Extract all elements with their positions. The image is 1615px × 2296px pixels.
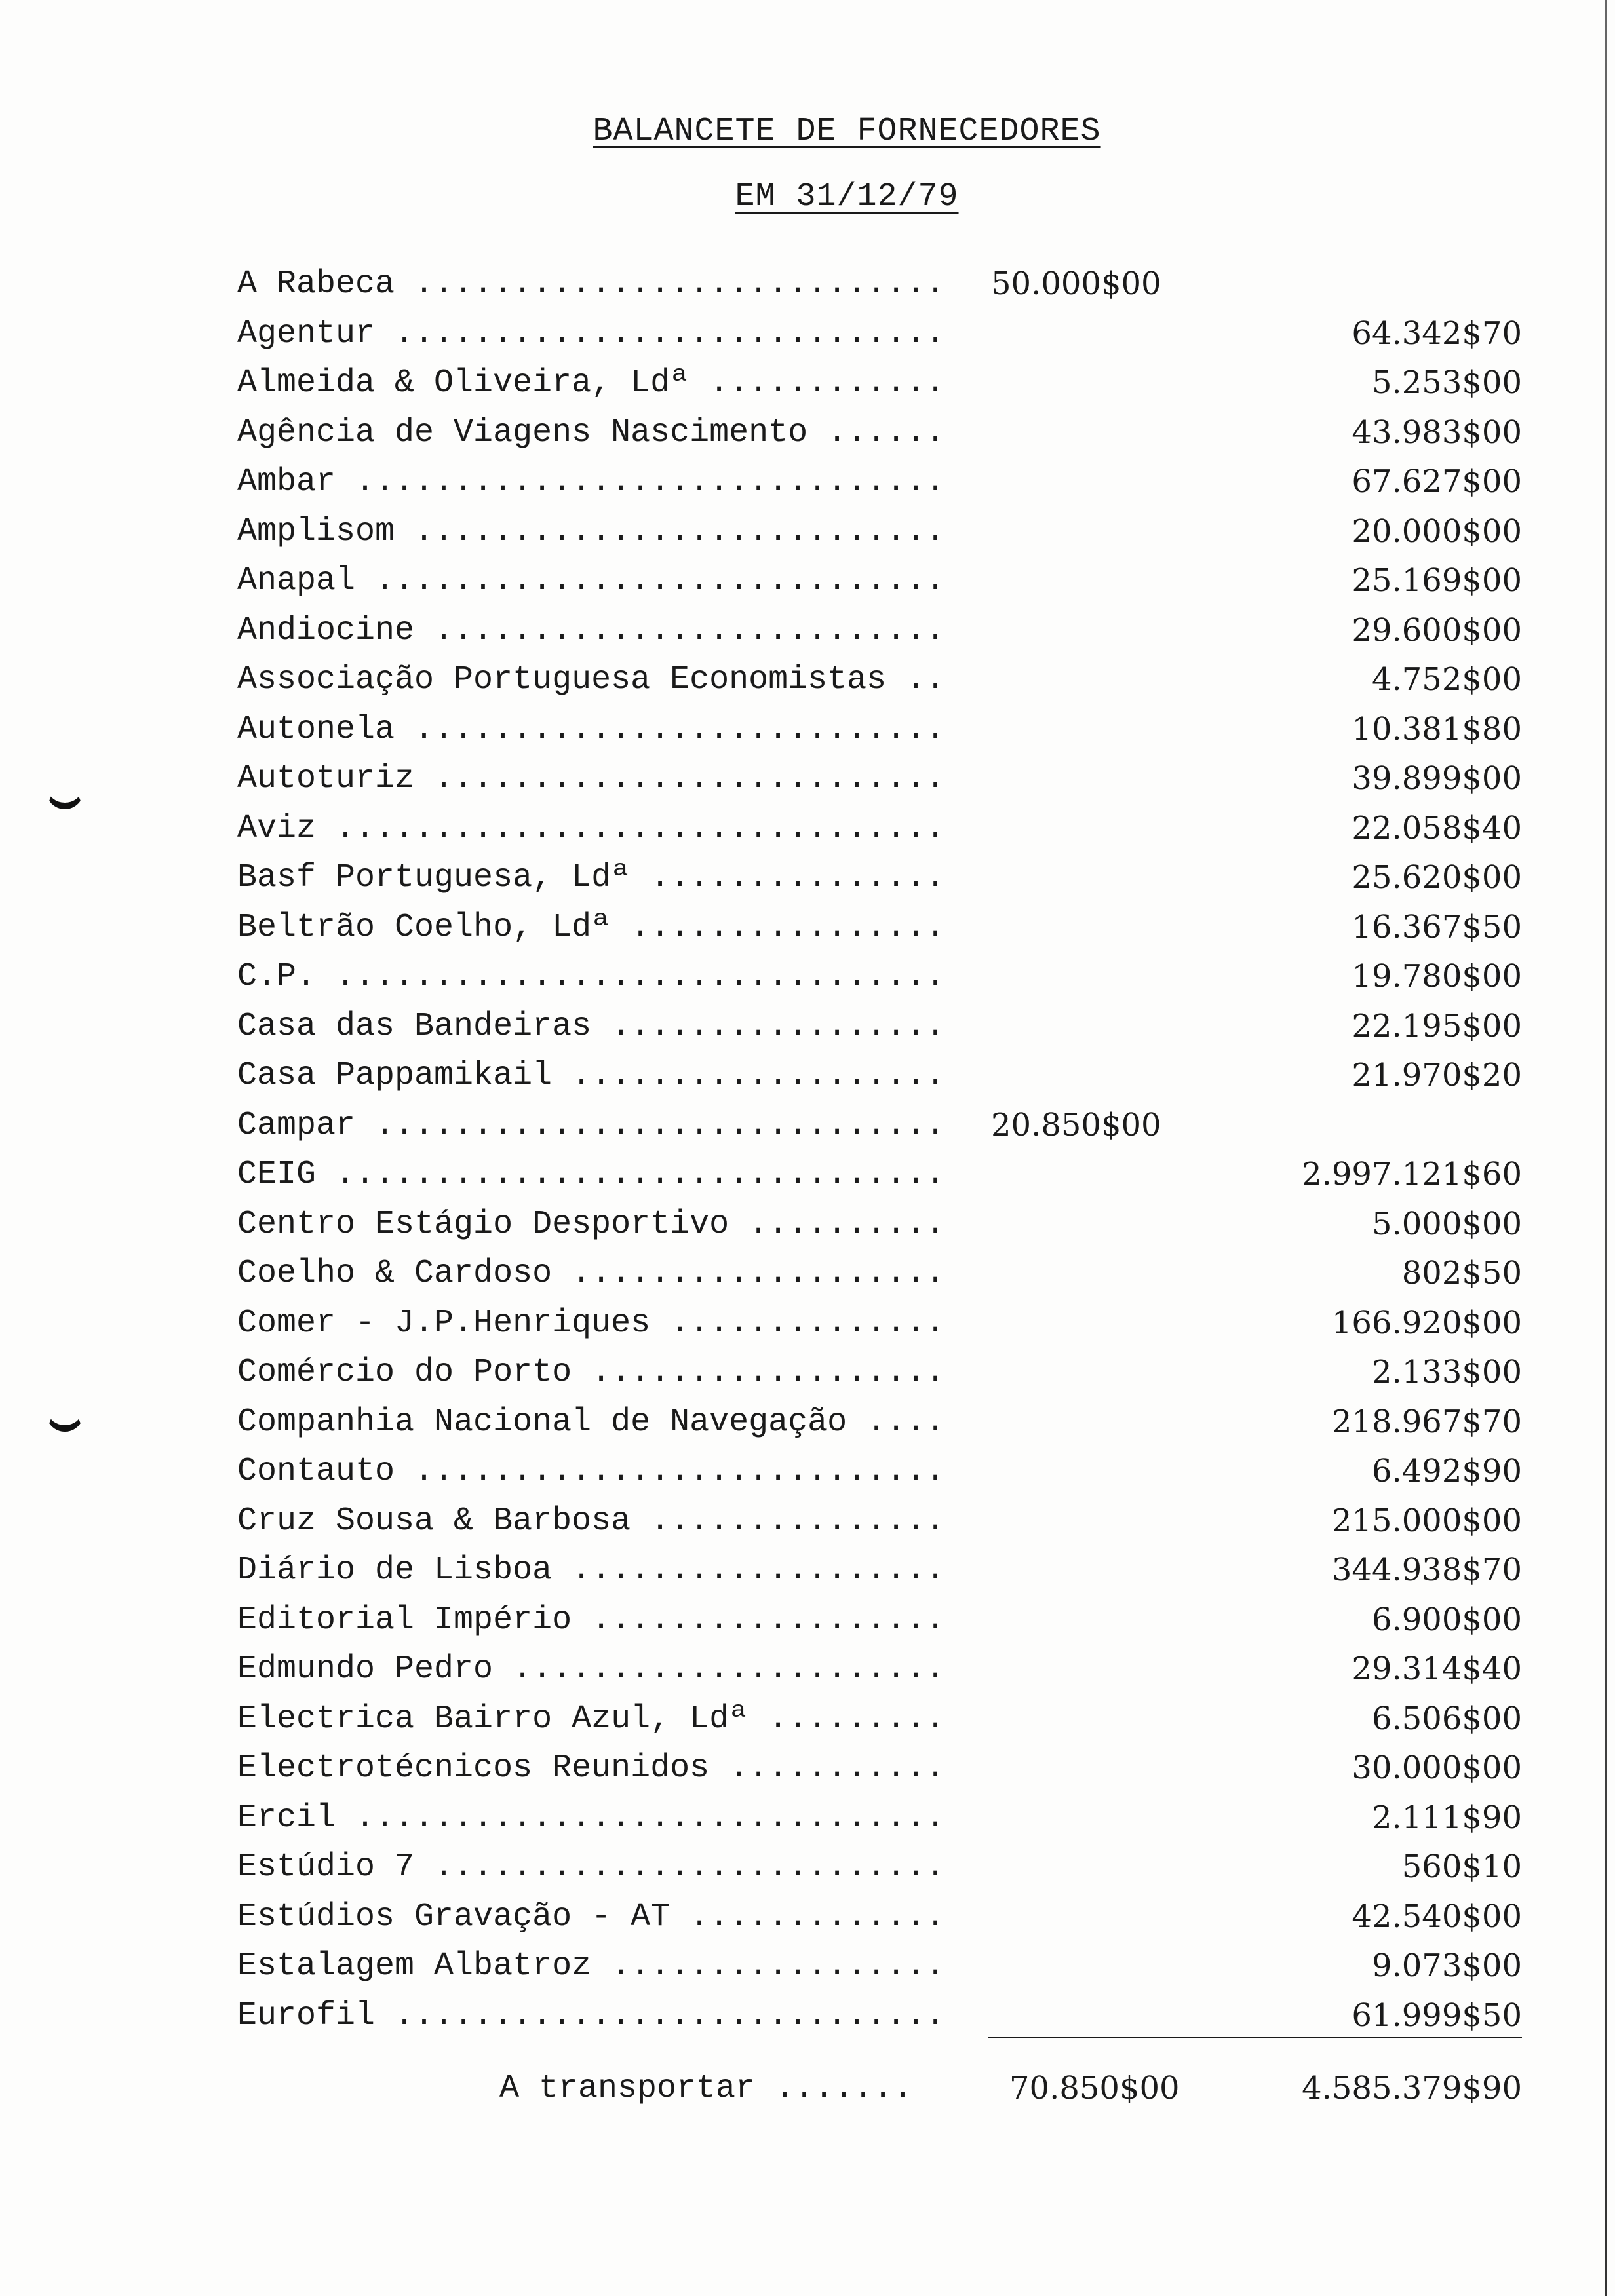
ledger-row [237, 556, 1522, 606]
credit-amount: 22.058$40 [1352, 809, 1522, 847]
ledger-row [237, 1200, 1522, 1250]
ledger-row [237, 903, 1522, 953]
credit-amount: 29.314$40 [1352, 1651, 1522, 1687]
credit-amount: 16.367$50 [1352, 908, 1522, 946]
credit-amount: 29.600$00 [1352, 611, 1522, 649]
ledger-row [237, 1348, 1522, 1398]
ledger-row [237, 754, 1522, 804]
supplier-name: Estúdios Gravação - AT ..... [237, 1892, 952, 1942]
ledger-row [237, 1249, 1522, 1299]
binder-hole-mark [46, 1392, 84, 1432]
supplier-name: Cruz Sousa & Barbosa ..... [237, 1497, 952, 1546]
ledger-row [237, 1101, 1522, 1151]
page-edge [1605, 0, 1607, 2296]
supplier-name: Contauto ..... [237, 1447, 952, 1497]
ledger-row [237, 1150, 1522, 1200]
ledger-row [237, 1645, 1522, 1694]
total-rule [988, 2037, 1522, 2038]
credit-amount: 21.970$20 [1352, 1057, 1522, 1094]
credit-amount: 39.899$00 [1352, 760, 1522, 797]
ledger-row [237, 853, 1522, 903]
credit-amount: 25.620$00 [1352, 859, 1522, 896]
ledger-row [237, 1546, 1522, 1596]
ledger-row [237, 259, 1522, 309]
credit-amount: 2.997.121$60 [1302, 1156, 1522, 1193]
credit-amount: 61.999$50 [1352, 1997, 1522, 2034]
supplier-name: Aviz ..... [237, 804, 952, 854]
credit-amount: 2.133$00 [1371, 1354, 1522, 1390]
credit-amount: 215.000$00 [1331, 1502, 1522, 1539]
supplier-name: C.P. ..... [237, 952, 952, 1002]
ledger-row [237, 1793, 1522, 1843]
total-debit: 70.850$00 [1009, 2070, 1180, 2107]
supplier-name: Comércio do Porto ..... [237, 1348, 952, 1398]
supplier-name: Edmundo Pedro ..... [237, 1645, 952, 1694]
credit-amount: 25.169$00 [1352, 562, 1522, 599]
supplier-name: Estúdio 7 ..... [237, 1843, 952, 1892]
credit-amount: 218.967$70 [1331, 1403, 1522, 1440]
ledger-row [237, 1991, 1522, 2041]
document-subtitle [39, 178, 1615, 216]
ledger-row [237, 1843, 1522, 1892]
ledger-row [237, 1596, 1522, 1645]
document-title-text: BALANCETE DE FORNECEDORES [593, 113, 1101, 150]
credit-amount: 344.938$70 [1331, 1552, 1522, 1588]
credit-amount: 2.111$90 [1371, 1799, 1522, 1836]
credit-amount: 22.195$00 [1352, 1007, 1522, 1044]
total-label: A transportar ....... [499, 2070, 913, 2107]
credit-amount: 802$50 [1401, 1255, 1522, 1292]
ledger-row [237, 1447, 1522, 1497]
supplier-name: Electrica Bairro Azul, Ldª ..... [237, 1694, 952, 1744]
ledger-row [237, 507, 1522, 557]
credit-amount: 20.000$00 [1352, 512, 1522, 550]
credit-amount: 43.983$00 [1352, 413, 1522, 451]
credit-amount: 64.342$70 [1352, 315, 1522, 352]
ledger-row [237, 606, 1522, 656]
ledger-row [237, 1002, 1522, 1052]
supplier-name: Editorial Império ..... [237, 1596, 952, 1645]
supplier-name: Comer - J.P.Henriques ..... [237, 1299, 952, 1349]
supplier-name: Campar ..... [237, 1101, 952, 1151]
supplier-name: Estalagem Albatroz ..... [237, 1942, 952, 1991]
supplier-name: Basf Portuguesa, Ldª ..... [237, 853, 952, 903]
total-credit: 4.585.379$90 [1302, 2070, 1522, 2107]
document-title [39, 113, 1615, 150]
credit-amount: 67.627$00 [1352, 463, 1522, 500]
ledger-row [237, 457, 1522, 507]
supplier-ledger [237, 259, 1522, 2040]
ledger-row [237, 358, 1522, 408]
credit-amount: 19.780$00 [1352, 958, 1522, 995]
supplier-name: Almeida & Oliveira, Ldª ..... [237, 358, 952, 408]
ledger-row [237, 1892, 1522, 1942]
ledger-row [237, 705, 1522, 755]
credit-amount: 166.920$00 [1331, 1304, 1522, 1341]
supplier-name: Associação Portuguesa Economistas ..... [237, 655, 952, 705]
ledger-row [237, 1398, 1522, 1447]
credit-amount: 6.492$90 [1371, 1453, 1522, 1489]
credit-amount: 4.752$00 [1371, 661, 1522, 698]
supplier-name: Anapal ..... [237, 556, 952, 606]
supplier-name: Agência de Viagens Nascimento ..... [237, 408, 952, 458]
total-row [237, 2064, 1522, 2113]
supplier-name: Ambar ..... [237, 457, 952, 507]
supplier-name: A Rabeca ..... [237, 259, 952, 309]
supplier-name: Casa das Bandeiras ..... [237, 1002, 952, 1052]
ledger-row [237, 655, 1522, 705]
credit-amount: 5.000$00 [1371, 1205, 1522, 1242]
document-subtitle-text: EM 31/12/79 [735, 178, 959, 216]
credit-amount: 5.253$00 [1371, 364, 1522, 401]
debit-amount: 20.850$00 [991, 1106, 1161, 1143]
supplier-name: CEIG ..... [237, 1150, 952, 1200]
binder-hole-mark [46, 770, 84, 809]
credit-amount: 10.381$80 [1352, 710, 1522, 748]
supplier-name: Ercil ..... [237, 1793, 952, 1843]
supplier-name: Autonela ..... [237, 705, 952, 755]
credit-amount: 42.540$00 [1352, 1898, 1522, 1935]
debit-amount: 50.000$00 [991, 265, 1161, 302]
supplier-name: Amplisom ..... [237, 507, 952, 557]
credit-amount: 9.073$00 [1371, 1947, 1522, 1984]
ledger-row [237, 804, 1522, 854]
supplier-name: Agentur ..... [237, 309, 952, 359]
supplier-name: Diário de Lisboa ..... [237, 1546, 952, 1596]
ledger-row [237, 1942, 1522, 1991]
credit-amount: 6.506$00 [1371, 1700, 1522, 1737]
ledger-row [237, 1744, 1522, 1793]
supplier-name: Centro Estágio Desportivo ..... [237, 1200, 952, 1250]
credit-amount: 30.000$00 [1352, 1750, 1522, 1786]
credit-amount: 560$10 [1401, 1848, 1522, 1885]
supplier-name: Beltrão Coelho, Ldª ..... [237, 903, 952, 953]
ledger-row [237, 408, 1522, 458]
supplier-name: Coelho & Cardoso ..... [237, 1249, 952, 1299]
ledger-row [237, 1051, 1522, 1101]
ledger-row [237, 309, 1522, 359]
supplier-name: Andiocine ..... [237, 606, 952, 656]
supplier-name: Companhia Nacional de Navegação ..... [237, 1398, 952, 1447]
ledger-row [237, 952, 1522, 1002]
ledger-row [237, 1694, 1522, 1744]
ledger-row [237, 1497, 1522, 1546]
credit-amount: 6.900$00 [1371, 1601, 1522, 1638]
supplier-name: Electrotécnicos Reunidos ..... [237, 1744, 952, 1793]
supplier-name: Casa Pappamikail ..... [237, 1051, 952, 1101]
ledger-row [237, 1299, 1522, 1349]
supplier-name: Eurofil ..... [237, 1991, 952, 2041]
supplier-name: Autoturiz ..... [237, 754, 952, 804]
